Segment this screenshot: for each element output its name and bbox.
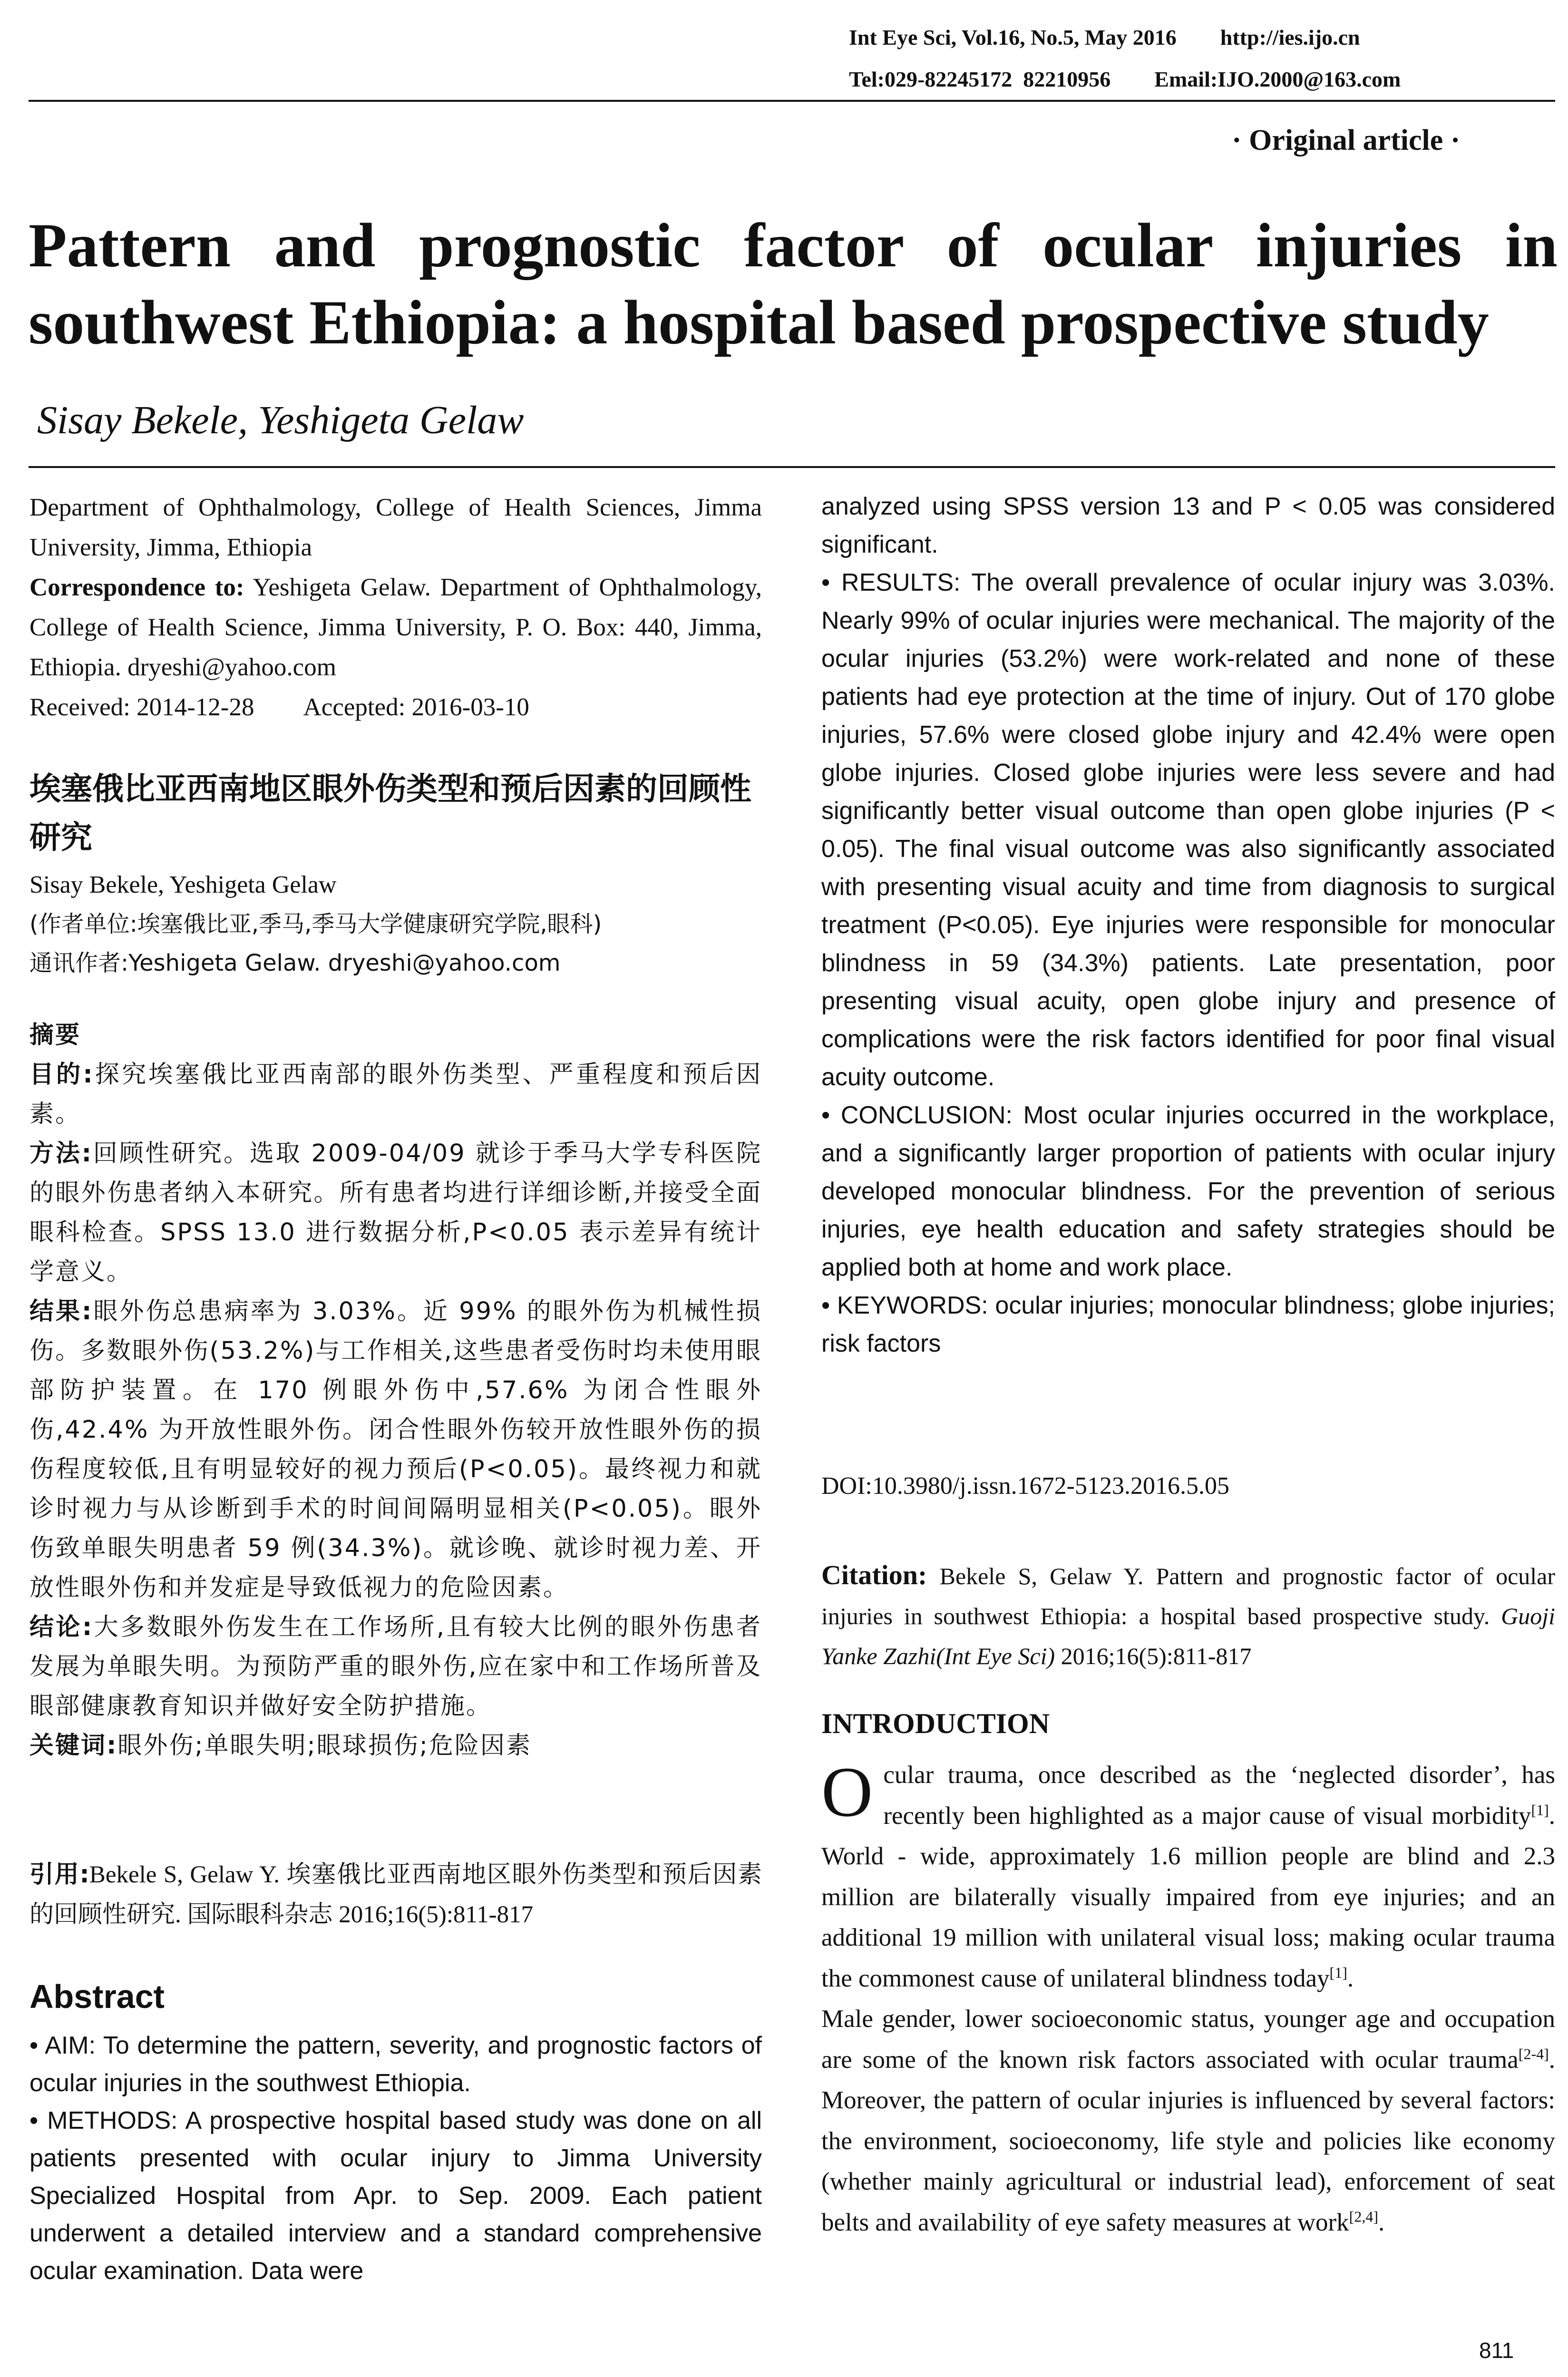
- correspondence-label: Correspondence to:: [29, 574, 244, 601]
- title-rule: [29, 466, 1555, 468]
- cn-abstract: [29, 1015, 762, 1765]
- cn-methods-text: 回顾性研究。选取 2009-04/09 就诊于季马大学专科医院的眼外伤患者纳入本研究。所有患者均进行详细诊断,并接受全面眼科检查。SPSS 13.0 进行数据分析,P<0.05 表示差异有统计学意义。: [29, 1140, 762, 1286]
- cn-author-block: [29, 866, 762, 983]
- abstract-methods-continued: analyzed using SPSS version 13 and P < 0.05 was considered significant.: [821, 493, 1555, 558]
- department: Department of Ophthalmology, College of Health Sciences, Jimma University, Jimma, Ethiopia: [29, 494, 762, 561]
- cn-corresponding: 通讯作者:Yeshigeta Gelaw. dryeshi@yahoo.com: [29, 950, 561, 976]
- abstract-right: [821, 487, 1555, 1363]
- intro-heading: INTRODUCTION: [821, 1708, 1050, 1739]
- intro-paragraph-1: [821, 1755, 1555, 1999]
- cn-methods: [29, 1134, 762, 1292]
- cn-abstract-heading: 摘要: [29, 1021, 81, 1049]
- intro-p1-b: . World - wide, approximately 1.6 million people are blind and 2.3 million are bilaterally visually impaired from eye injuries; and an additional 19 million with unilateral visual loss; making ocular trauma the commonest cause of unilateral blindness today: [821, 1802, 1555, 1992]
- cn-title: 埃塞俄比亚西南地区眼外伤类型和预后因素的回顾性研究: [29, 770, 751, 856]
- cn-citation-text: Bekele S, Gelaw Y. 埃塞俄比亚西南地区眼外伤类型和预后因素的回顾性研究. 国际眼科杂志 2016;16(5):811-817: [29, 1861, 762, 1928]
- correspondence: [29, 567, 762, 687]
- abstract-conclusion: • CONCLUSION: Most ocular injuries occurred in the workplace, and a significantly larger proportion of patients with ocular injury developed monocular blindness. For the prevention of serious injuries, eye health education and safety strategies should be applied both at home and work place.: [821, 1101, 1555, 1281]
- cn-conclusion-label: 结论:: [29, 1613, 94, 1641]
- cn-authors: Sisay Bekele, Yeshigeta Gelaw: [29, 871, 337, 898]
- intro-p2-c: .: [1378, 2208, 1385, 2236]
- cn-citation: [29, 1855, 762, 1935]
- reference-1[interactable]: [1]: [1531, 1801, 1549, 1818]
- intro-p1-c: .: [1347, 1964, 1354, 1992]
- doi[interactable]: DOI:10.3980/j.issn.1672-5123.2016.5.05: [821, 1472, 1229, 1500]
- abstract-left: [29, 2027, 762, 2290]
- cn-aim-text: 探究埃塞俄比亚西南部的眼外伤类型、严重程度和预后因素。: [29, 1061, 762, 1128]
- journal-header: Int Eye Sci, Vol.16, No.5, May 2016 http://ies.ijo.cn: [849, 25, 1360, 49]
- cn-keywords: [29, 1726, 762, 1765]
- header-rule: [29, 100, 1555, 102]
- cn-keywords-label: 关键词:: [29, 1732, 118, 1760]
- abstract-methods: • METHODS: A prospective hospital based study was done on all patients presented with ocular injury to Jimma University Specialized Hospital from Apr. to Sep. 2009. Each patient underwent a detailed interview and a standard comprehensive ocular examination. Data were: [29, 2107, 762, 2285]
- citation-label: Citation:: [821, 1559, 927, 1590]
- cn-conclusion: [29, 1607, 762, 1726]
- reference-4[interactable]: [2,4]: [1349, 2207, 1378, 2225]
- cn-citation-label: 引用:: [29, 1861, 89, 1889]
- abstract-keywords: • KEYWORDS: ocular injuries; monocular blindness; globe injuries; risk factors: [821, 1292, 1555, 1357]
- cn-methods-label: 方法:: [29, 1140, 93, 1168]
- reference-3[interactable]: [2-4]: [1518, 2045, 1549, 2062]
- cn-results: [29, 1292, 762, 1607]
- abstract-aim: • AIM: To determine the pattern, severity, and prognostic factors of ocular injuries in the southwest Ethiopia.: [29, 2032, 762, 2097]
- citation-text-pre: Bekele S, Gelaw Y. Pattern and prognostic factor of ocular injuries in southwest Ethiopia: a hospital based prospective study.: [821, 1563, 1555, 1629]
- cn-keywords-text: 眼外伤;单眼失明;眼球损伤;危险因素: [117, 1732, 532, 1760]
- intro-p2-a: Male gender, lower socioeconomic status, younger age and occupation are some of the known risk factors associated with ocular trauma: [821, 2005, 1555, 2074]
- cn-results-label: 结果:: [29, 1297, 93, 1325]
- citation-text-post: 2016;16(5):811-817: [1055, 1643, 1252, 1669]
- abstract-results: • RESULTS: The overall prevalence of ocular injury was 3.03%. Nearly 99% of ocular injuries were mechanical. The majority of the ocular injuries (53.2%) were work-related and none of these patients had eye protection at the time of injury. Out of 170 globe injuries, 57.6% were closed globe injury and 42.4% were open globe injuries. Closed globe injuries were less severe and had significantly better visual outcome than open globe injuries (P < 0.05). The final visual outcome was also significantly associated with presenting visual acuity and time from diagnosis to surgical treatment (P<0.05). Eye injuries were responsible for monocular blindness in 59 (34.3%) patients. Late presentation, poor presenting visual acuity, open globe injury and presence of complications were the risk factors identified for poor final visual acuity outcome.: [821, 569, 1555, 1091]
- cn-results-text: 眼外伤总患病率为 3.03%。近 99% 的眼外伤为机械性损伤。多数眼外伤(53.2%)与工作相关,这些患者受伤时均未使用眼部防护装置。在 170 例眼外伤中,57.6% 为闭合性眼外伤,42.4% 为开放性眼外伤。闭合性眼外伤较开放性眼外伤的损伤程度较低,且有明显较好的视力预后(P<0.05)。最终视力和就诊时视力与从诊断到手术的时间间隔明显相关(P<0.05)。眼外伤致单眼失明患者 59 例(34.3%)。就诊晚、就诊时视力差、开放性眼外伤和并发症是导致低视力的危险因素。: [29, 1297, 762, 1602]
- intro-p2-b: . Moreover, the pattern of ocular injuries is influenced by several factors: the environment, socioeconomy, life style and policies like economy (whether mainly agricultural or industrial lead), enforcement of seat belts and availability of eye safety measures at work: [821, 2046, 1555, 2236]
- correspondence-text: Yeshigeta Gelaw. Department of Ophthalmology, College of Health Science, Jimma University, P. O. Box: 440, Jimma, Ethiopia. dryeshi@yahoo.com: [29, 574, 762, 681]
- intro-p1-a: cular trauma, once described as the ‘neglected disorder’, has recently been highlighted as a major cause of visual morbidity: [883, 1761, 1555, 1830]
- intro-text: [821, 1755, 1555, 2243]
- article-title: Pattern and prognostic factor of ocular injuries in southwest Ethiopia: a hospital based prospective study: [29, 210, 1558, 357]
- drop-cap: O: [821, 1753, 873, 1831]
- received-dates: Received: 2014-12-28 Accepted: 2016-03-10: [29, 693, 529, 721]
- citation-journal: Guoji Yanke Zazhi(Int Eye Sci): [821, 1603, 1555, 1669]
- affiliation-block: [29, 487, 762, 727]
- citation: [821, 1555, 1555, 1676]
- cn-unit: (作者单位:埃塞俄比亚,季马,季马大学健康研究学院,眼科): [29, 911, 602, 937]
- article-type: · Original article ·: [1232, 124, 1461, 156]
- cn-conclusion-text: 大多数眼外伤发生在工作场所,且有较大比例的眼外伤患者发展为单眼失明。为预防严重的眼外伤,应在家中和工作场所普及眼部健康教育知识并做好安全防护措施。: [29, 1613, 762, 1720]
- abstract-heading: Abstract: [29, 1978, 165, 2015]
- intro-paragraph-2: [821, 1999, 1555, 2243]
- page-number: 811: [1479, 2338, 1514, 2363]
- article-authors: Sisay Bekele, Yeshigeta Gelaw: [37, 398, 524, 442]
- journal-contact: Tel:029-82245172 82210956 Email:IJO.2000@163.com: [849, 67, 1401, 91]
- cn-aim-label: 目的:: [29, 1061, 94, 1089]
- cn-aim: [29, 1055, 762, 1134]
- reference-2[interactable]: [1]: [1329, 1963, 1347, 1981]
